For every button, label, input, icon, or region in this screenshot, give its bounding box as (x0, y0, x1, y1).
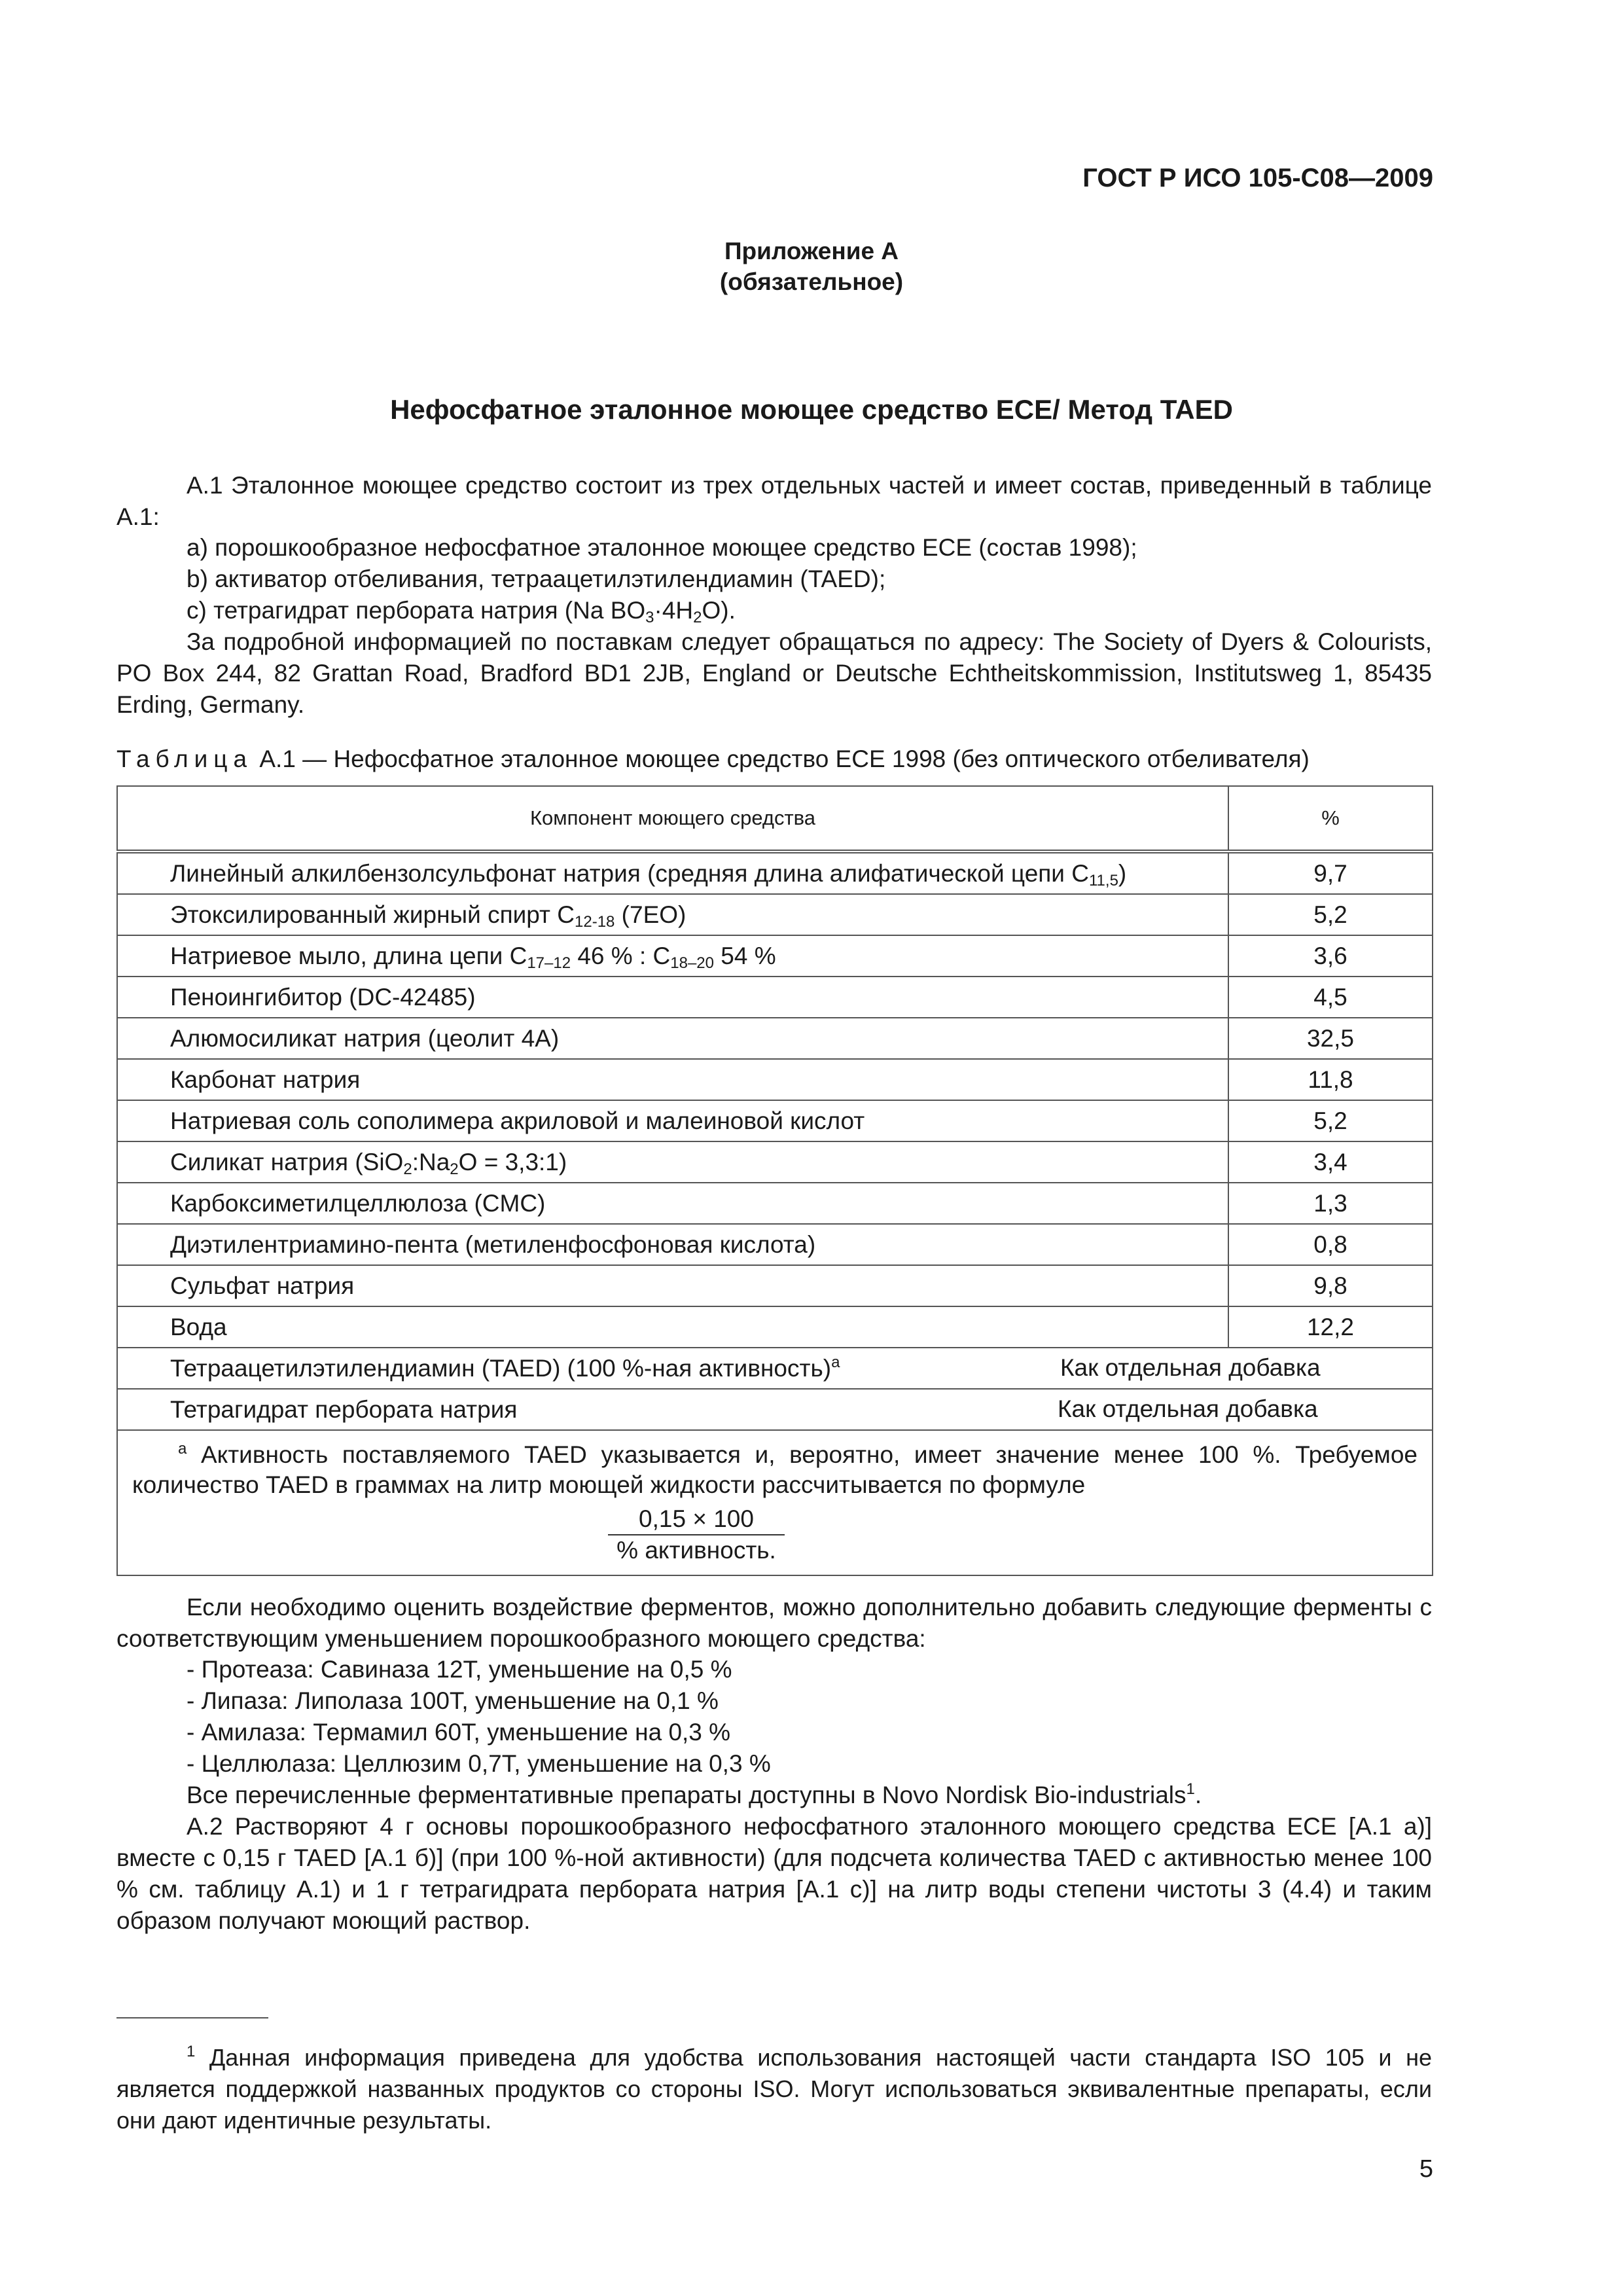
table-cell-component: Сульфат натрия (117, 1265, 1228, 1306)
list-item-a: a) порошкообразное нефосфатное эталонное моющее средство ЕСЕ (состав 1998); (187, 534, 1137, 561)
table-cell-value: Как отдельная добавка (1060, 1354, 1321, 1381)
table-row (117, 894, 1433, 935)
table-row (117, 1059, 1433, 1100)
paragraph-a2: А.2 Растворяют 4 г основы порошкообразного нефосфатного эталонного моющего средства ЕСЕ [А.1 а)] вместе с 0,15 г TAED [А.1 б)] (при 100 %-ной активности) (для подсчета количества TAED с активностью менее 100 % см. таблицу А.1) и 1 г тетрагидрата пербората натрия [А.1 c)] на литр воды степени чистоты 3 (4.4) и таким образом получают моющий раствор. (116, 1813, 1432, 1934)
table-cell-percent: 9,8 (1228, 1265, 1433, 1306)
table-row (117, 1306, 1433, 1348)
footnote-separator (116, 2017, 268, 2018)
enzyme-item: - Целлюлаза: Целлюзим 0,7Т, уменьшение на 0,3 % (187, 1750, 771, 1777)
paragraph-contact: За подробной информацией по поставкам следует обращаться по адресу: The Society of Dyers & Colourists, PO Box 244, 82 Grattan Road, Bradford BD1 2JB, England or Deutsche Echtheitskommission, Institutsweg 1, 85435 Erding, Germany. (116, 628, 1432, 718)
table-cell-percent: 4,5 (1228, 977, 1433, 1018)
list-item-b: b) активатор отбеливания, тетраацетилэтилендиамин (TAED); (187, 565, 886, 592)
enzyme-item: - Амилаза: Термамил 60Т, уменьшение на 0,3 % (187, 1719, 731, 1746)
table-header-row (117, 786, 1433, 852)
table-cell-component: Карбонат натрия (117, 1059, 1228, 1100)
paragraph-availability: Все перечисленные ферментативные препараты доступны в Novo Nordisk Bio-industrials$^1$. (187, 1780, 1202, 1808)
table-row (117, 935, 1433, 977)
table-cell-percent: 3,4 (1228, 1141, 1433, 1183)
column-header-percent: % (1228, 786, 1433, 852)
table-row (117, 977, 1433, 1018)
page-number: 5 (1419, 2155, 1433, 2183)
table-note-row (117, 1430, 1433, 1575)
formula-numerator: 0,15 × 100 (608, 1504, 785, 1535)
table-cell-value: Как отдельная добавка (1058, 1395, 1318, 1422)
table-cell-percent: 3,6 (1228, 935, 1433, 977)
section-title: Нефосфатное эталонное моющее средство ЕСЕ/ Метод TAED (390, 394, 1233, 425)
table-cell-percent: 1,3 (1228, 1183, 1433, 1224)
table-cell-component: Карбоксиметилцеллюлоза (CMC) (117, 1183, 1228, 1224)
table-cell-percent: 9,7 (1228, 852, 1433, 894)
composition-table (116, 785, 1433, 1576)
table-row (117, 1141, 1433, 1183)
table-row (117, 1265, 1433, 1306)
table-cell-percent: 11,8 (1228, 1059, 1433, 1100)
table-cell-component: Силикат натрия ($SiO_2:Na_2O$ = 3,3:1) (117, 1141, 1228, 1183)
table-cell-component: Тетраацетилэтилендиамин (TAED) (100 %-ная активность)$^a$ (170, 1353, 840, 1382)
table-row (117, 1018, 1433, 1059)
table-cell-component: Вода (117, 1306, 1228, 1348)
table-note: $^a$ Активность поставляемого TAED указывается и, вероятно, имеет значение менее 100 %. Требуемое количество TAED в граммах на литр моющей жидкости рассчитывается по формуле (132, 1440, 1418, 1498)
formula-denominator: % активность. (616, 1537, 776, 1564)
table-cell-component: Натриевое мыло, длина цепи $C_{17-12}$ 46 % : $C_{18-20}$ 54 % (117, 935, 1228, 977)
enzyme-item: - Липаза: Липолаза 100Т, уменьшение на 0,1 % (187, 1687, 719, 1714)
table-cell-percent: 12,2 (1228, 1306, 1433, 1348)
table-row (117, 852, 1433, 894)
table-row (117, 1389, 1433, 1430)
annex-status: (обязательное) (719, 268, 904, 295)
column-header-component: Компонент моющего средства (117, 786, 1228, 852)
table-cell-component: Натриевая соль сополимера акриловой и малеиновой кислот (117, 1100, 1228, 1141)
footnote: $^1$ Данная информация приведена для удобства использования настоящей части стандарта ISO 105 и не является поддержкой названных продуктов со стороны ISO. Могут использоваться эквивалентные препараты, если они дают идентичные результаты. (116, 2043, 1432, 2134)
table-cell-percent: 5,2 (1228, 1100, 1433, 1141)
annex-title: Приложение А (724, 238, 899, 264)
table-cell-component: Диэтилентриамино-пента (метиленфосфоновая кислота) (117, 1224, 1228, 1265)
formula (132, 1504, 1418, 1566)
paragraph-enzymes: Если необходимо оценить воздействие ферментов, можно дополнительно добавить следующие ферменты с соответствующим уменьшением порошкообразного моющего средства: (116, 1594, 1432, 1652)
table-caption: Таблица А.1 — Нефосфатное эталонное моющее средство ЕСЕ 1998 (без оптического отбеливателя) (116, 745, 1310, 772)
table-row (117, 1100, 1433, 1141)
table-row (117, 1224, 1433, 1265)
table-cell-component: Алюмосиликат натрия (цеолит 4А) (117, 1018, 1228, 1059)
table-cell-percent: 5,2 (1228, 894, 1433, 935)
table-row (117, 1183, 1433, 1224)
list-item-c: c) тетрагидрат пербората натрия (Na $BO_3\cdot 4H_2O$). (187, 597, 736, 626)
table-cell-component: Тетрагидрат пербората натрия (170, 1395, 518, 1423)
table-row (117, 1348, 1433, 1389)
table-cell-component: Этоксилированный жирный спирт $C_{12-18}$ (7EO) (117, 894, 1228, 935)
table-cell-component: Пеноингибитор (DC-42485) (117, 977, 1228, 1018)
table-cell-percent: 32,5 (1228, 1018, 1433, 1059)
table-cell-percent: 0,8 (1228, 1224, 1433, 1265)
document-header: ГОСТ Р ИСО 105-С08—2009 (1082, 164, 1433, 192)
enzyme-item: - Протеаза: Савиназа 12Т, уменьшение на 0,5 % (187, 1656, 732, 1683)
table-cell-component: Линейный алкилбензолсульфонат натрия (средняя длина алифатической цепи $C_{11,5}$) (117, 852, 1228, 894)
footnote-reference: 1 (1186, 1780, 1195, 1798)
paragraph-a1: А.1 Эталонное моющее средство состоит из трех отдельных частей и имеет состав, приведенный в таблице А.1: (116, 472, 1432, 530)
